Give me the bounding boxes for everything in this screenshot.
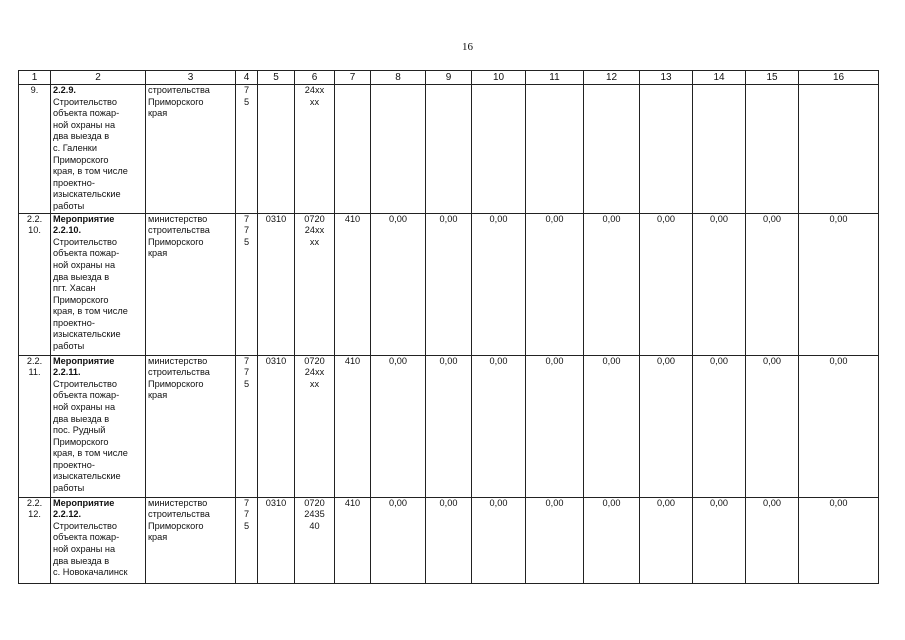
row-rz [258, 85, 295, 214]
row-rz: 0310 [258, 213, 295, 355]
row-value-14 [693, 85, 746, 214]
row-csr: 0720 24хх хх [295, 213, 335, 355]
row-value-9: 0,00 [426, 497, 472, 583]
row-number: 2.2. 12. [19, 497, 51, 583]
row-csr: 0720 2435 40 [295, 497, 335, 583]
row-value-13: 0,00 [640, 355, 693, 497]
row-grbs: 7 7 5 [236, 497, 258, 583]
row-value-14: 0,00 [693, 497, 746, 583]
row-name [51, 497, 146, 583]
row-value-15: 0,00 [746, 355, 799, 497]
table-row [19, 213, 879, 355]
row-grbs: 7 5 [236, 85, 258, 214]
row-value-16: 0,00 [799, 213, 879, 355]
row-number: 2.2. 11. [19, 355, 51, 497]
row-title: Мероприятие 2.2.12. [53, 497, 115, 520]
row-value-11: 0,00 [526, 355, 584, 497]
row-description: Строительство объекта пожар- ной охраны на два выезда в пгт. Хасан Приморского края, в том числе проектно- изыскательские работы [53, 236, 128, 352]
row-executor: министерство строительства Приморского края [146, 213, 236, 355]
row-value-8: 0,00 [371, 213, 426, 355]
row-value-8: 0,00 [371, 497, 426, 583]
row-value-12: 0,00 [584, 497, 640, 583]
row-description: Строительство объекта пожар- ной охраны на два выезда в с. Новокачалинск [53, 520, 128, 578]
row-rz: 0310 [258, 355, 295, 497]
row-value-15: 0,00 [746, 213, 799, 355]
row-name [51, 213, 146, 355]
row-value-16: 0,00 [799, 355, 879, 497]
row-number: 2.2. 10. [19, 213, 51, 355]
row-value-13: 0,00 [640, 213, 693, 355]
row-grbs: 7 7 5 [236, 213, 258, 355]
col-header-11: 11 [526, 71, 584, 85]
row-vr: 410 [335, 355, 371, 497]
col-header-2: 2 [51, 71, 146, 85]
row-value-12 [584, 85, 640, 214]
col-header-6: 6 [295, 71, 335, 85]
row-value-9: 0,00 [426, 213, 472, 355]
row-csr: 24хх хх [295, 85, 335, 214]
row-value-9: 0,00 [426, 355, 472, 497]
col-header-15: 15 [746, 71, 799, 85]
page-number: 16 [462, 41, 473, 53]
col-header-16: 16 [799, 71, 879, 85]
row-value-15 [746, 85, 799, 214]
table-row [19, 85, 879, 214]
row-value-12: 0,00 [584, 355, 640, 497]
row-executor: строительства Приморского края [146, 85, 236, 214]
row-name [51, 355, 146, 497]
row-vr: 410 [335, 213, 371, 355]
row-number: 9. [19, 85, 51, 214]
col-header-1: 1 [19, 71, 51, 85]
row-value-14: 0,00 [693, 213, 746, 355]
row-value-10: 0,00 [472, 355, 526, 497]
row-rz: 0310 [258, 497, 295, 583]
col-header-13: 13 [640, 71, 693, 85]
row-csr: 0720 24хх хх [295, 355, 335, 497]
col-header-8: 8 [371, 71, 426, 85]
row-description: Строительство объекта пожар- ной охраны на два выезда в пос. Рудный Приморского края, в том числе проектно- изыскательские работы [53, 378, 128, 494]
col-header-7: 7 [335, 71, 371, 85]
row-value-9 [426, 85, 472, 214]
row-title: Мероприятие 2.2.11. [53, 355, 115, 378]
budget-table [18, 70, 879, 584]
row-value-10: 0,00 [472, 497, 526, 583]
row-vr [335, 85, 371, 214]
col-header-4: 4 [236, 71, 258, 85]
row-executor: министерство строительства Приморского края [146, 355, 236, 497]
row-value-8: 0,00 [371, 355, 426, 497]
row-vr: 410 [335, 497, 371, 583]
row-value-11: 0,00 [526, 497, 584, 583]
col-header-3: 3 [146, 71, 236, 85]
row-value-11: 0,00 [526, 213, 584, 355]
table-row [19, 355, 879, 497]
row-value-13 [640, 85, 693, 214]
row-grbs: 7 7 5 [236, 355, 258, 497]
row-value-10: 0,00 [472, 213, 526, 355]
row-value-16: 0,00 [799, 497, 879, 583]
table-row [19, 497, 879, 583]
row-value-11 [526, 85, 584, 214]
header-row [19, 71, 879, 85]
col-header-5: 5 [258, 71, 295, 85]
row-value-16 [799, 85, 879, 214]
row-title: 2.2.9. [53, 85, 76, 95]
row-value-13: 0,00 [640, 497, 693, 583]
row-executor: министерство строительства Приморского края [146, 497, 236, 583]
row-value-15: 0,00 [746, 497, 799, 583]
row-description: Строительство объекта пожар- ной охраны на два выезда в с. Галенки Приморского края, в том числе проектно- изыскательские работы [53, 96, 128, 211]
row-value-10 [472, 85, 526, 214]
row-value-14: 0,00 [693, 355, 746, 497]
row-name [51, 85, 146, 214]
col-header-12: 12 [584, 71, 640, 85]
row-value-12: 0,00 [584, 213, 640, 355]
col-header-14: 14 [693, 71, 746, 85]
col-header-10: 10 [472, 71, 526, 85]
row-title: Мероприятие 2.2.10. [53, 213, 115, 236]
col-header-9: 9 [426, 71, 472, 85]
row-value-8 [371, 85, 426, 214]
